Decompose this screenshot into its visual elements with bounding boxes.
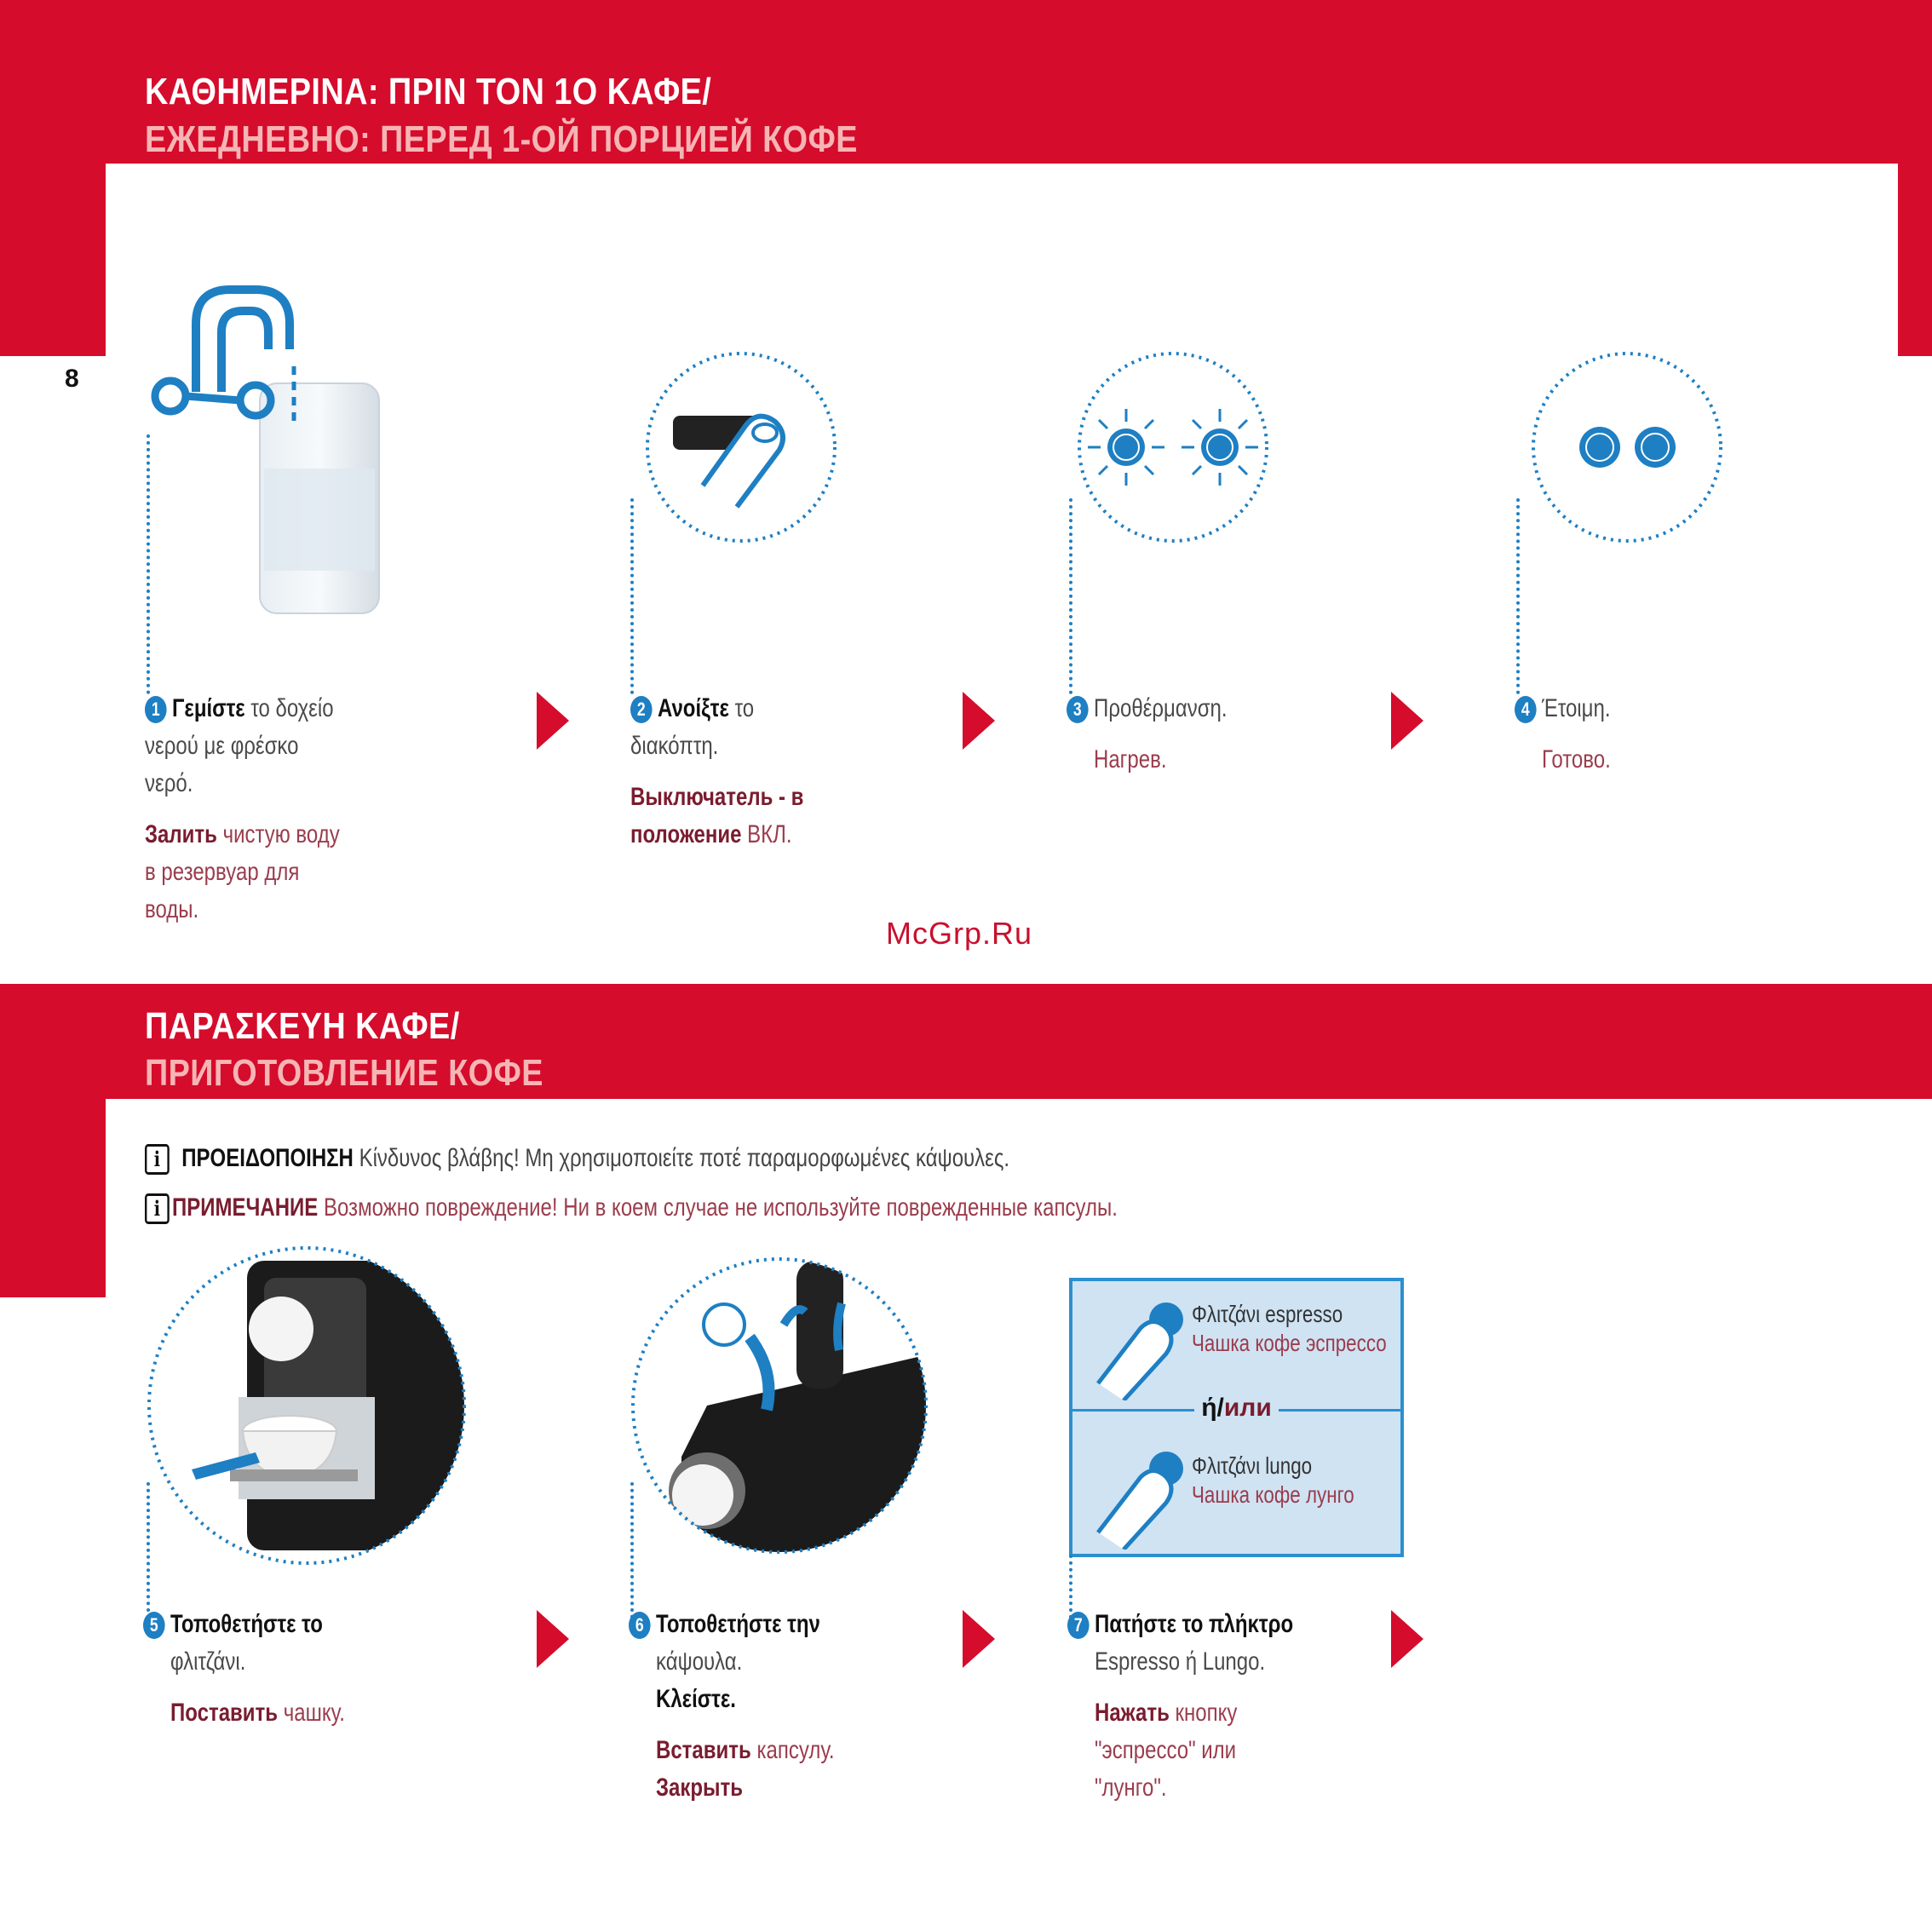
page-number: 8 <box>65 365 79 393</box>
notice-el-label: ΠΡΟΕΙΔΟΠΟΙΗΣΗ <box>181 1144 354 1172</box>
step1-number: 1 <box>145 696 167 723</box>
step1-el-bold: Γεμίστε <box>172 694 245 722</box>
heating-lights-illustration <box>1075 349 1271 545</box>
next-arrow-icon <box>1391 1610 1423 1668</box>
header-band-1-right <box>1898 0 1932 356</box>
step7-text <box>1067 1606 1299 1807</box>
step6-text <box>629 1606 847 1807</box>
header-band-2-left <box>0 984 106 1297</box>
step6-ru-text: капсулу. <box>756 1736 835 1764</box>
header-band-1-left <box>0 0 106 356</box>
step5-el-text: φλιτζάνι. <box>170 1647 246 1676</box>
step4-connector <box>1516 498 1520 694</box>
finger-press-icon <box>1081 1439 1192 1550</box>
watermark: McGrp.Ru <box>886 916 1033 951</box>
step3-connector <box>1069 498 1072 694</box>
step7-ru-bold: Нажать <box>1095 1699 1170 1727</box>
info-icon: i <box>145 1144 170 1175</box>
step5-ru-bold: Поставить <box>170 1699 279 1727</box>
next-arrow-icon <box>963 692 995 750</box>
lungo-label-ru: Чашка кофе лунго <box>1192 1481 1354 1508</box>
notice-ru-text: Возможно повреждение! Ни в коем случае не используйте поврежденные капсулы. <box>323 1193 1118 1222</box>
section2-title-el: ΠΑΡΑΣΚΕΥΗ ΚΑΦΕ/ <box>145 1005 460 1047</box>
step5-number: 5 <box>143 1612 165 1639</box>
espresso-label-el: Φλιτζάνι espresso <box>1192 1301 1343 1327</box>
next-arrow-icon <box>963 1610 995 1668</box>
step1-ru-bold: Залить <box>145 820 217 848</box>
finger-press-icon <box>1081 1290 1192 1400</box>
step4-el-text: Έτοιμη. <box>1542 694 1611 722</box>
notice-ru <box>145 1191 1118 1225</box>
water-tank-illustration <box>136 273 392 630</box>
step4-number: 4 <box>1515 696 1537 723</box>
or-ru: или <box>1224 1394 1279 1422</box>
ready-lights-illustration <box>1529 349 1725 545</box>
notice-el-text: Κίνδυνος βλάβης! Μη χρησιμοποιείτε ποτέ παραμορφωμένες κάψουλες. <box>359 1144 1010 1172</box>
step5-text <box>143 1606 348 1732</box>
step2-text <box>630 690 835 854</box>
step7-el-bold: Πατήστε το πλήκτρο <box>1095 1610 1294 1638</box>
step3-number: 3 <box>1067 696 1089 723</box>
step4-ru-text: Готово. <box>1542 745 1611 773</box>
step3-el-text: Προθέρμανση. <box>1094 694 1228 722</box>
step3-ru-text: Нагрев. <box>1094 745 1167 773</box>
section2-title-ru: ПРИГОТОВЛЕНИЕ КОФЕ <box>145 1052 543 1094</box>
step7-number: 7 <box>1067 1612 1090 1639</box>
notice-el <box>145 1141 1009 1176</box>
section1-title-el: ΚΑΘΗΜΕΡΙΝΑ: ΠΡΙΝ ΤΟΝ 1Ο ΚΑΦΕ/ <box>145 71 712 112</box>
step1-text <box>145 690 349 929</box>
step6-ru-bold2: Закрыть <box>656 1774 744 1802</box>
step7-el-text: Espresso ή Lungo. <box>1095 1647 1266 1676</box>
step2-el-text: το διακόπτη. <box>630 694 755 760</box>
insert-capsule-illustration <box>630 1244 929 1567</box>
place-cup-illustration <box>145 1244 469 1567</box>
info-icon: i <box>145 1193 170 1224</box>
step2-el-bold: Ανοίξτε <box>658 694 729 722</box>
step5-connector <box>147 1482 150 1619</box>
notice-ru-label: ПРИМЕЧАНИЕ <box>172 1193 319 1222</box>
step6-connector <box>630 1482 634 1619</box>
step6-el-text: κάψουλα. <box>656 1647 743 1676</box>
step1-el-text: το δοχείο νερού με φρέσκο νερό. <box>145 694 334 797</box>
step4-text <box>1515 690 1719 779</box>
lungo-label-el: Φλιτζάνι lungo <box>1192 1452 1313 1479</box>
or-el: ή/ <box>1194 1394 1224 1422</box>
button-choice-panel <box>1069 1278 1404 1557</box>
step6-number: 6 <box>629 1612 651 1639</box>
step2-ru-bold: Выключатель - в положение <box>630 783 804 848</box>
step2-number: 2 <box>630 696 653 723</box>
next-arrow-icon <box>537 692 569 750</box>
or-separator <box>1072 1394 1400 1423</box>
step6-el-bold: Τοποθετήστε την <box>656 1610 820 1638</box>
next-arrow-icon <box>537 1610 569 1668</box>
section1-title-ru: ЕЖЕДНЕВНО: ПЕРЕД 1-ОЙ ПОРЦИЕЙ КОФЕ <box>145 118 858 160</box>
step1-ru-text: чистую воду в резервуар для воды. <box>145 820 340 923</box>
step1-connector <box>147 434 150 694</box>
step2-ru-text: ВКЛ. <box>747 820 792 848</box>
step5-el-bold: Τοποθετήστε το <box>170 1610 323 1638</box>
power-switch-illustration <box>643 349 839 545</box>
step2-connector <box>630 498 634 694</box>
next-arrow-icon <box>1391 692 1423 750</box>
step6-ru-bold: Вставить <box>656 1736 751 1764</box>
step3-text <box>1067 690 1271 779</box>
step7-ru-text: кнопку "эспрессо" или "лунго". <box>1095 1699 1238 1802</box>
step5-ru-text: чашку. <box>283 1699 345 1727</box>
espresso-label-ru: Чашка кофе эспрессо <box>1192 1330 1387 1356</box>
step6-el-bold2: Κλείστε. <box>656 1685 736 1713</box>
